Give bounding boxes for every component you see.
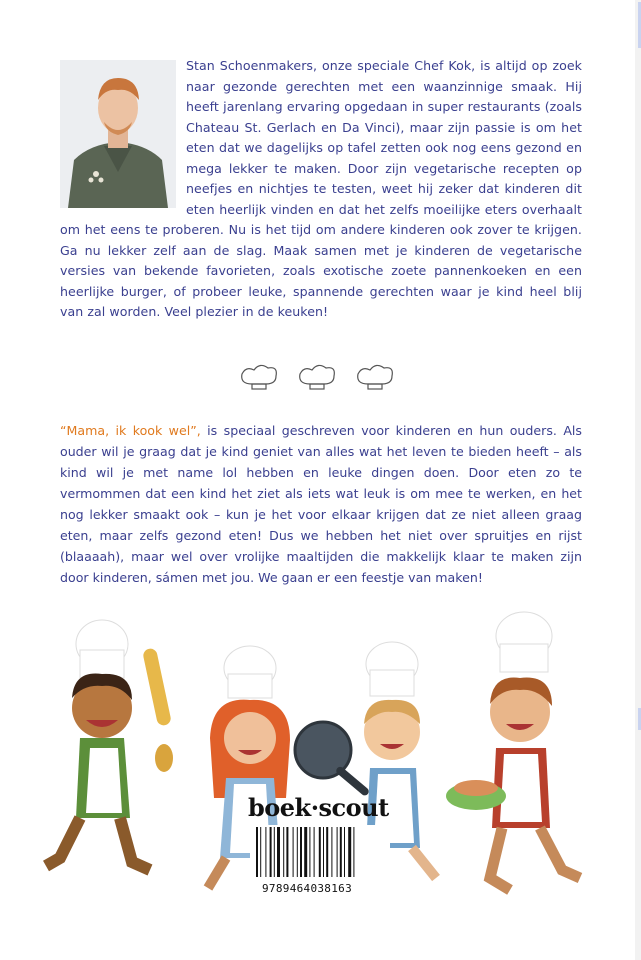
- chef-hat-divider: [236, 362, 406, 392]
- chef-hat-icon: [358, 365, 393, 389]
- kid-chef-1: [46, 620, 173, 870]
- book-blurb: [60, 420, 582, 588]
- author-photo: [60, 60, 176, 208]
- kid-chef-4: [446, 612, 580, 890]
- book-blurb-text: is speciaal geschreven voor kinderen en hun ouders. Als ouder wil je graag dat je kind geniet van alles wat het leven te bieden heeft – als kind wil je met name lol hebben en leuke dingen doen. Door eten zo te vermommen dat een kind het ziet als iets wat leuk is om mee te werken, en het nog lekker smaakt ook – kun je het voor elkaar krijgen dat ze niet alleen graag eten, maar zelfs gezond eten! Dus we hebben het niet over spruitjes en rijst (blaaaah), maar wel over vrolijke maaltijden die makkelijk klaar te maken zijn door kinderen, sámen met jou. We gaan er een feestje van maken!: [60, 423, 582, 585]
- author-bio-text: Stan Schoenmakers, onze speciale Chef Kok, is altijd op zoek naar gezonde gerechten met een waanzinnige smaak. Hij heeft jarenlang ervaring opgedaan in super restaurants (zoals Chateau St. Gerlach en Da Vinci), maar zijn passie is om het eten dat we dagelijks op tafel zetten ook nog eens gezond en mega lekker te maken. Door zijn vegetarische recepten op neefjes en nichtjes te testen, weet hij zeker dat kinderen dit eten heerlijk vinden en dat het zelfs moeilijke eters overhaalt om het eens te proberen. Nu is het tijd om andere kinderen ook zover te krijgen. Ga nu lekker zelf aan de slag. Maak samen met je kinderen de vegetarische versies van bekende favorieten, zoals exotische zoete pannenkoeken en een heerlijke burger, of probeer leuke, spannende gerechten waar je kind heel blij van zal worden. Veel plezier in de keuken!: [60, 58, 582, 319]
- chef-hat-icon: [242, 365, 277, 389]
- book-title-quote: “Mama, ik kook wel”,: [60, 423, 201, 438]
- isbn-number: 9789464038163: [262, 882, 392, 895]
- frying-pan: [295, 722, 370, 797]
- chef-hat-icon: [300, 365, 335, 389]
- publisher-logo: boek·scout: [248, 793, 389, 822]
- page-edge: [635, 0, 641, 960]
